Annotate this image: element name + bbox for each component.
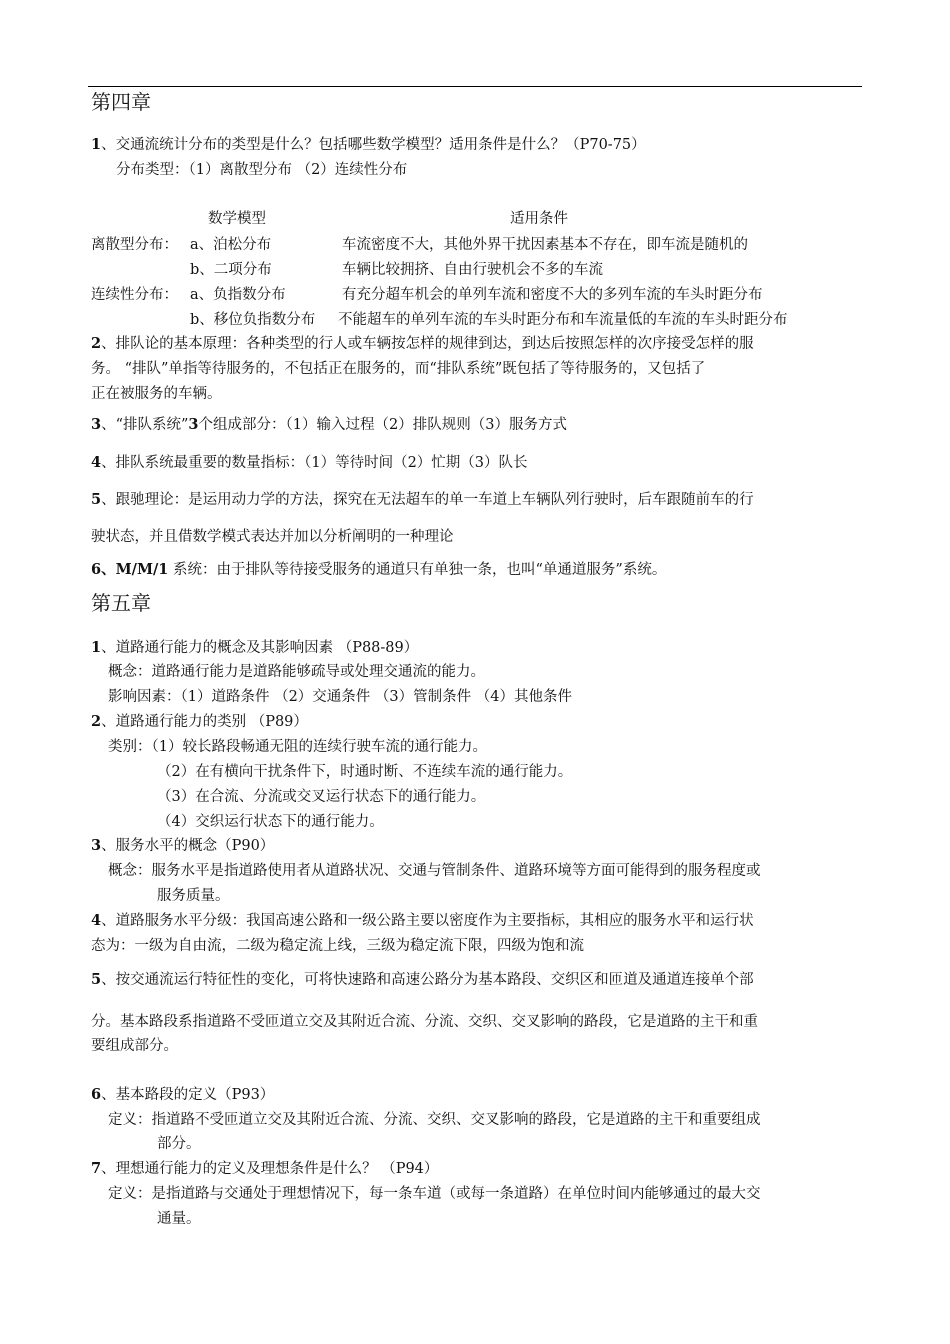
chapter-4-title: 第四章 xyxy=(91,90,151,114)
ch5-q2 xyxy=(91,712,308,732)
q-text: 、理想通行能力的定义及理想条件是什么？ （P94） xyxy=(101,1161,439,1177)
ch5-q1-factors: 影响因素：（1）道路条件 （2）交通条件 （3）管制条件 （4）其他条件 xyxy=(108,689,572,705)
row-model: a、泊松分布 xyxy=(190,237,272,253)
q-number: 3 xyxy=(91,837,102,854)
q-text: 、跟驰理论：是运用动力学的方法，探究在无法超车的单一车道上车辆队列行驶时，后车跟随前车的行 xyxy=(101,492,754,508)
ch5-q4 xyxy=(91,911,754,931)
ch5-q2-item: （2）在有横向干扰条件下，时通时断、不连续车流的通行能力。 xyxy=(157,764,573,780)
ch5-q6-line: 定义：指道路不受匝道立交及其附近合流、分流、交织、交叉影响的路段，它是道路的主干和重要组成 xyxy=(108,1112,761,1128)
ch5-q5 xyxy=(91,970,754,990)
q-number: 1 xyxy=(91,136,102,153)
row-group-label: 离散型分布： xyxy=(91,237,178,253)
row-condition: 有充分超车机会的单列车流和密度不大的多列车流的车头时距分布 xyxy=(342,287,763,303)
q-text: 、道路通行能力的概念及其影响因素 （P88-89） xyxy=(101,640,419,656)
col-header-condition: 适用条件 xyxy=(510,211,568,227)
row-model: a、负指数分布 xyxy=(190,287,286,303)
ch5-q5-line: 分。基本路段系指道路不受匝道立交及其附近合流、分流、交织、交叉影响的路段，它是道路的主干和重 xyxy=(91,1014,758,1030)
q-number: 7 xyxy=(91,1160,102,1177)
ch5-q7 xyxy=(91,1159,438,1179)
ch4-q4 xyxy=(91,453,528,473)
q-text: 、交通流统计分布的类型是什么？包括哪些数学模型？适用条件是什么？（P70-75） xyxy=(101,137,646,153)
q-text: 、道路通行能力的类别 （P89） xyxy=(101,714,308,730)
ch5-q2-item: 类别：（1）较长路段畅通无阻的连续行驶车流的通行能力。 xyxy=(108,739,487,755)
q-text: 、排队论的基本原理：各种类型的行人或车辆按怎样的规律到达，到达后按照怎样的次序接受怎样的服 xyxy=(101,336,754,352)
ch4-q3 xyxy=(91,415,567,435)
col-header-model: 数学模型 xyxy=(208,211,266,227)
q-number: 2 xyxy=(91,335,102,352)
q-text: 、服务水平的概念（P90） xyxy=(101,838,275,854)
ch4-q1 xyxy=(91,135,646,155)
ch4-q6 xyxy=(91,560,666,580)
ch5-q3-line: 概念：服务水平是指道路使用者从道路状况、交通与管制条件、道路环境等方面可能得到的服务程度或 xyxy=(108,863,761,879)
row-model: b、二项分布 xyxy=(190,262,272,278)
ch5-q2-item: （4）交织运行状态下的通行能力。 xyxy=(157,814,384,830)
q-number: 6 xyxy=(91,561,102,578)
row-condition: 车辆比较拥挤、自由行驶机会不多的车流 xyxy=(342,262,603,278)
ch5-q2-item: （3）在合流、分流或交叉运行状态下的通行能力。 xyxy=(157,789,486,805)
q-number: 4 xyxy=(91,912,102,929)
q-number: 2 xyxy=(91,713,102,730)
chapter-5-title: 第五章 xyxy=(91,591,151,615)
q-text: 、道路服务水平分级：我国高速公路和一级公路主要以密度作为主要指标，其相应的服务水平和运行状 xyxy=(101,913,754,929)
ch4-q5 xyxy=(91,490,754,510)
distribution-types: 分布类型：（1）离散型分布 （2）连续性分布 xyxy=(116,162,408,178)
ch5-q1-concept: 概念：道路通行能力是道路能够疏导或处理交通流的能力。 xyxy=(108,664,485,680)
ch4-q5-line: 驶状态，并且借数学模式表达并加以分析阐明的一种理论 xyxy=(91,529,454,545)
q-text: 个组成部分：（1）输入过程（2）排队规则（3）服务方式 xyxy=(198,417,567,433)
ch5-q1 xyxy=(91,638,418,658)
ch5-q6-line: 部分。 xyxy=(157,1136,201,1152)
q-text: 、基本路段的定义（P93） xyxy=(101,1087,275,1103)
q-text: 、“排队系统” xyxy=(101,417,189,433)
q-text: 、排队系统最重要的数量指标：（1）等待时间（2）忙期（3）队长 xyxy=(101,455,528,471)
ch5-q7-line: 通量。 xyxy=(157,1211,201,1227)
q-number: 6 xyxy=(91,1086,102,1103)
ch5-q6 xyxy=(91,1085,274,1105)
row-condition: 车流密度不大，其他外界干扰因素基本不存在，即车流是随机的 xyxy=(342,237,748,253)
row-condition: 不能超车的单列车流的车头时距分布和车流量低的车流的车头时距分布 xyxy=(338,312,788,328)
row-model: b、移位负指数分布 xyxy=(190,312,316,328)
q-text: 系统：由于排队等待接受服务的通道只有单独一条，也叫“单通道服务”系统。 xyxy=(168,562,667,578)
q-bold: 、M/M/1 xyxy=(101,561,169,578)
q-number: 5 xyxy=(91,971,102,988)
q-number: 4 xyxy=(91,454,102,471)
ch4-q2-line: 正在被服务的车辆。 xyxy=(91,386,222,402)
ch5-q4-line: 态为：一级为自由流，二级为稳定流上线，三级为稳定流下限，四级为饱和流 xyxy=(91,938,584,954)
q-number: 5 xyxy=(91,491,102,508)
q-bold: 3 xyxy=(188,416,199,433)
ch4-q2-line: 务。 “排队”单指等待服务的，不包括正在服务的，而“排队系统”既包括了等待服务的，又包括了 xyxy=(91,361,706,377)
ch4-q2 xyxy=(91,334,754,354)
ch5-q3 xyxy=(91,836,274,856)
header-rule xyxy=(88,86,862,87)
ch5-q3-line: 服务质量。 xyxy=(157,888,230,904)
q-number: 3 xyxy=(91,416,102,433)
ch5-q7-line: 定义：是指道路与交通处于理想情况下，每一条车道（或每一条道路）在单位时间内能够通过的最大交 xyxy=(108,1186,761,1202)
ch5-q5-line: 要组成部分。 xyxy=(91,1038,178,1054)
q-text: 、按交通流运行特征性的变化，可将快速路和高速公路分为基本路段、交织区和匝道及通道连接单个部 xyxy=(101,972,754,988)
row-group-label: 连续性分布： xyxy=(91,287,178,303)
q-number: 1 xyxy=(91,639,102,656)
